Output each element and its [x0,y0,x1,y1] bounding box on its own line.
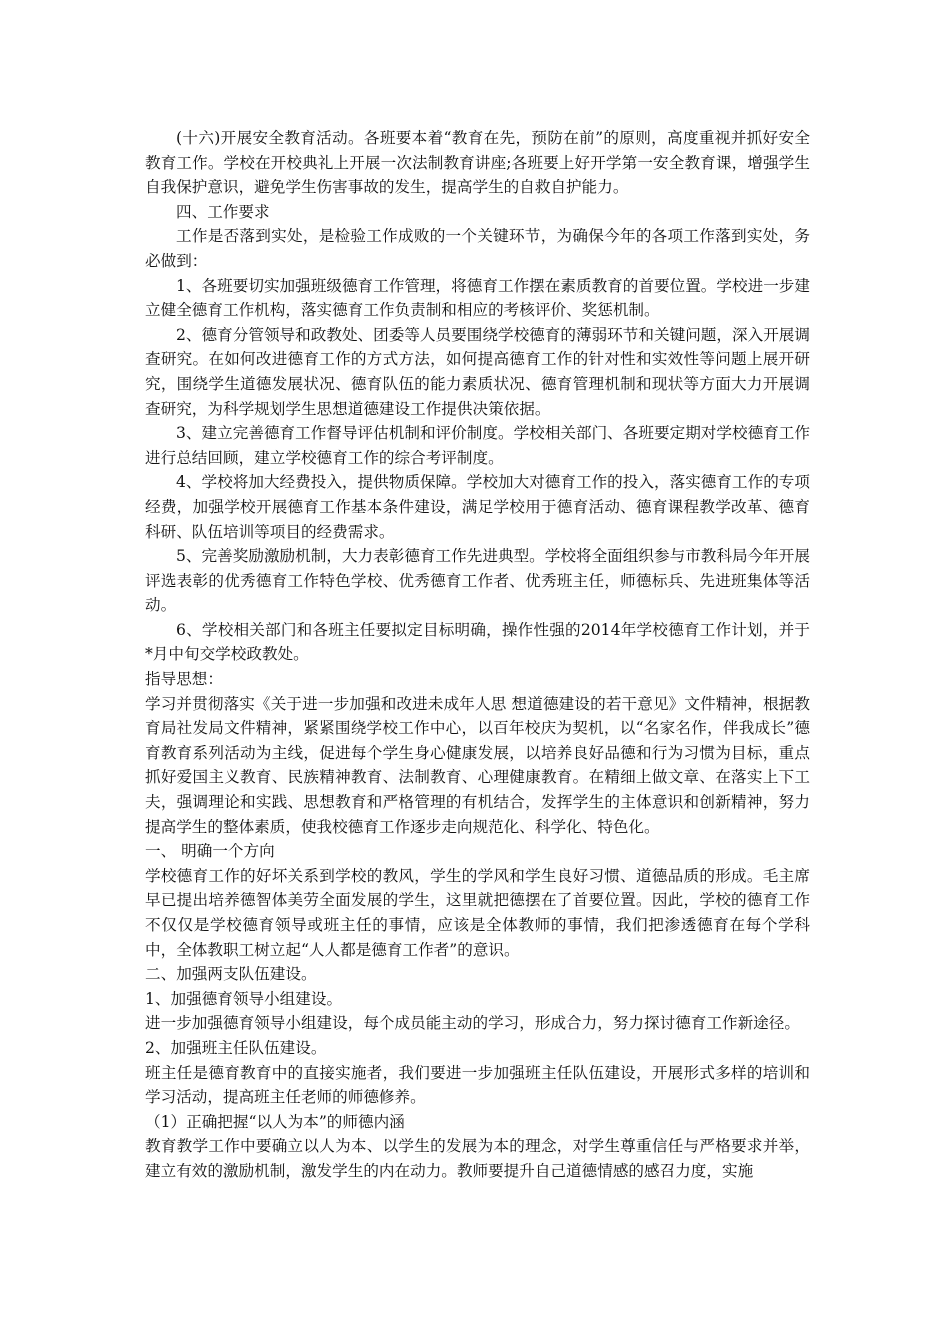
paragraph-people-oriented: 教育教学工作中要确立以人为本、以学生的发展为本的理念，对学生尊重信任与严格要求并举，建立有效的激励机制，激发学生的内在动力。教师要提升自己道德情感的感召力度，实施 [145,1137,810,1180]
paragraph-item-2: 2、德育分管领导和政教处、团委等人员要围绕学校德育的薄弱环节和关键问题，深入开展调查研究。在如何改进德育工作的方式方法，如何提高德育工作的针对性和实效性等问题上展开研究，围绕学生道德发展状况、德育队伍的能力素质状况、德育管理机制和现状等方面大力开展调查研究，为科学规划学生思想道德建设工作提供决策依据。 [145,325,810,418]
document-body [145,126,810,1184]
heading-head-teachers: 2、加强班主任队伍建设。 [145,1038,327,1057]
heading-leadership-group: 1、加强德育领导小组建设。 [145,989,343,1008]
heading-one-direction: 一、 明确一个方向 [145,842,275,861]
paragraph-item-5: 5、完善奖励激励机制，大力表彰德育工作先进典型。学校将全面组织参与市教科局今年开展评选表彰的优秀德育工作特色学校、优秀德育工作者、优秀班主任，师德标兵、先进班集体等活动。 [145,547,810,615]
heading-work-requirements: 四、工作要求 [176,202,270,221]
paragraph-item-3: 3、建立完善德育工作督导评估机制和评价制度。学校相关部门、各班要定期对学校德育工作进行总结回顾，建立学校德育工作的综合考评制度。 [145,424,810,467]
paragraph-leadership-group: 进一步加强德育领导小组建设，每个成员能主动的学习，形成合力，努力探讨德育工作新途径。 [145,1014,800,1033]
paragraph-item-6: 6、学校相关部门和各班主任要拟定目标明确，操作性强的2014年学校德育工作计划，并于*月中旬交学校政教处。 [145,620,810,664]
heading-people-oriented: （1）正确把握“以人为本”的师德内涵 [145,1112,405,1131]
paragraph-item-1: 1、各班要切实加强班级德育工作管理，将德育工作摆在素质教育的首要位置。学校进一步建立健全德育工作机构，落实德育工作负责制和相应的考核评价、奖惩机制。 [145,276,810,320]
paragraph-guiding-ideology: 学习并贯彻落实《关于进一步加强和改进未成年人思 想道德建设的若干意见》文件精神，根据教育局社发局文件精神，紧紧围绕学校工作中心，以百年校庆为契机，以“名家名作，伴我成长”德育教育系列活动为主线，促进每个学生身心健康发展，以培养良好品德和行为习惯为目标，重点抓好爱国主义教育、民族精神教育、法制教育、心理健康教育。在精细上做文章、在落实上下工夫，强调理论和实践、思想教育和严格管理的有机结合，发挥学生的主体意识和创新精神，努力提高学生的整体素质，使我校德育工作逐步走向规范化、科学化、特色化。 [145,694,810,836]
paragraph-one-direction: 学校德育工作的好坏关系到学校的教风，学生的学风和学生良好习惯、道德品质的形成。毛主席早已提出培养德智体美劳全面发展的学生，这里就把德摆在了首要位置。因此，学校的德育工作不仅仅是学校德育领导或班主任的事情，应该是全体教师的事情，我们把渗透德育在每个学科中，全体教职工树立起“人人都是德育工作者”的意识。 [145,866,810,959]
paragraph-safety-education: (十六)开展安全教育活动。各班要本着“教育在先，预防在前”的原则，高度重视并抓好安全教育工作。学校在开校典礼上开展一次法制教育讲座;各班要上好开学第一安全教育课，增强学生自我保护意识，避免学生伤害事故的发生，提高学生的自救自护能力。 [145,129,810,197]
paragraph-requirements-intro: 工作是否落到实处，是检验工作成败的一个关键环节，为确保今年的各项工作落到实处，务必做到： [145,227,810,270]
paragraph-item-4: 4、学校将加大经费投入，提供物质保障。学校加大对德育工作的投入，落实德育工作的专项经费，加强学校开展德育工作基本条件建设，满足学校用于德育活动、德育课程教学改革、德育科研、队伍培训等项目的经费需求。 [145,473,810,541]
heading-two-teams: 二、加强两支队伍建设。 [145,965,317,984]
paragraph-head-teachers: 班主任是德育教育中的直接实施者，我们要进一步加强班主任队伍建设，开展形式多样的培训和学习活动，提高班主任老师的师德修养。 [145,1063,810,1107]
heading-guiding-ideology: 指导思想： [145,670,223,689]
